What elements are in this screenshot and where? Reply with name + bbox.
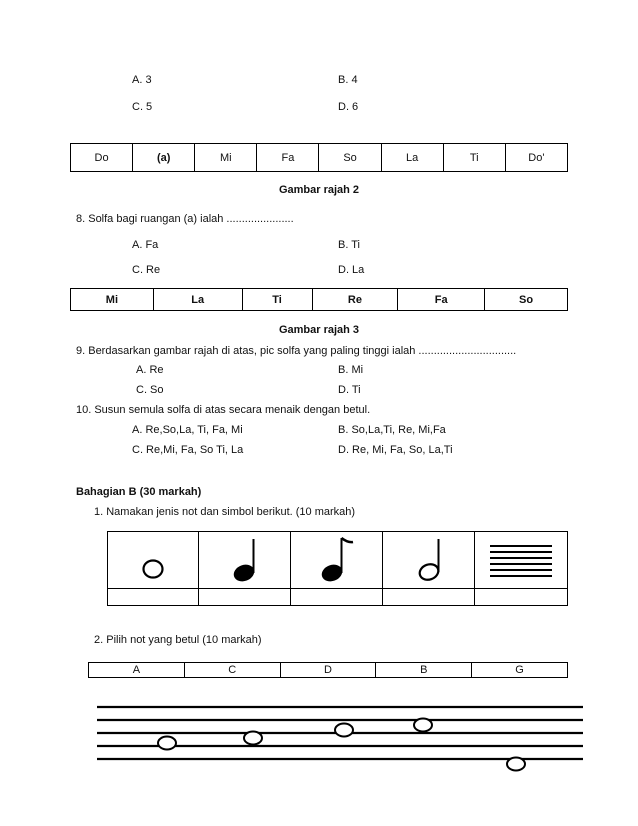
q10-option-b: B. So,La,Ti, Re, Mi,Fa [338,424,446,436]
rajah3-cell: Mi [71,289,154,311]
q8-question: 8. Solfa bagi ruangan (a) ialah ...................... [76,213,294,225]
letter-cell: G [472,663,568,678]
rajah3-cell: La [153,289,242,311]
rajah3-cell: Fa [398,289,485,311]
q7-option-c: C. 5 [132,101,153,113]
rajah3-cell: Ti [242,289,312,311]
q8-option-b: B. Ti [338,239,361,251]
staff-note-2 [244,732,262,745]
rajah3-cell: Re [312,289,398,311]
rajah2-cell: Do [71,144,133,172]
q10-option-a: A. Re,So,La, Ti, Fa, Mi [132,424,243,436]
q8-option-d: D. La [338,264,365,276]
rajah2-cell: Do' [505,144,567,172]
rajah3-cell: So [485,289,568,311]
letter-cell: D [280,663,376,678]
q9-option-a: A. Re [136,364,164,376]
q8-option-c: C. Re [132,264,161,276]
q9-question: 9. Berdasarkan gambar rajah di atas, pic solfa yang paling tinggi ialah ................................ [76,345,517,357]
q10-option-c: C. Re,Mi, Fa, So Ti, La [132,444,244,456]
section-b-q1-question: 1. Namakan jenis not dan simbol berikut. (10 markah) [94,506,356,518]
q7-option-a: A. 3 [132,74,152,86]
q7-option-d: D. 6 [338,101,359,113]
section-b-title: Bahagian B (30 markah) [76,486,202,498]
q9-option-d: D. Ti [338,384,361,396]
rajah2-cell: (a) [133,144,195,172]
q9-option-c: C. So [136,384,164,396]
rajah2-caption: Gambar rajah 2 [278,184,360,196]
q10-option-d: D. Re, Mi, Fa, So, La,Ti [338,444,453,456]
rajah2-cell: La [381,144,443,172]
rajah3-caption: Gambar rajah 3 [278,324,360,336]
staff-note-5 [507,758,525,771]
staff-note-1 [158,737,176,750]
rajah2-cell: So [319,144,381,172]
letter-cell: C [184,663,280,678]
rajah2-cell: Fa [257,144,319,172]
section-b-q2-question: 2. Pilih not yang betul (10 markah) [94,634,262,646]
q10-question: 10. Susun semula solfa di atas secara menaik dengan betul. [76,404,371,416]
staff-note-3 [335,724,353,737]
rajah2-cell: Ti [443,144,505,172]
q7-option-b: B. 4 [338,74,358,86]
staff-note-4 [414,719,432,732]
letter-cell: A [89,663,185,678]
q9-option-b: B. Mi [338,364,364,376]
rajah2-cell: Mi [195,144,257,172]
q8-option-a: A. Fa [132,239,159,251]
letter-cell: B [376,663,472,678]
